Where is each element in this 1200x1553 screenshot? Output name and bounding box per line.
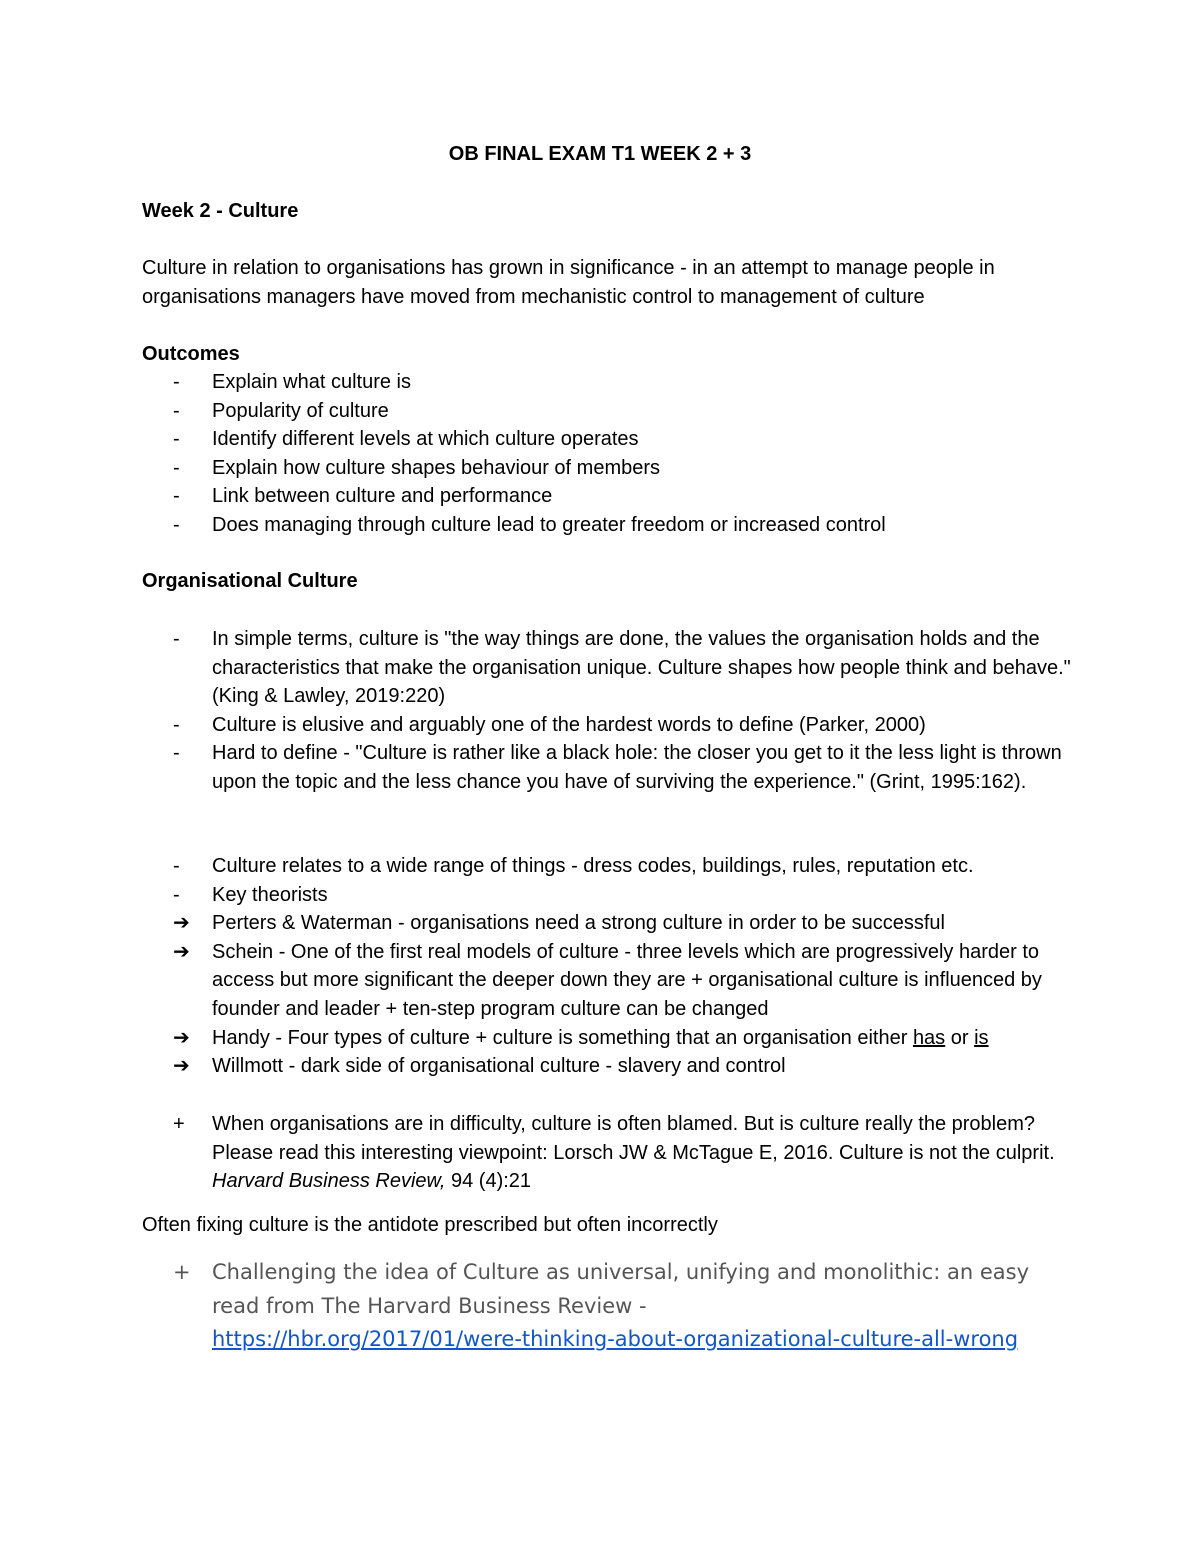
list-item: - Culture relates to a wide range of things - dress codes, buildings, rules, reputation etc. [173,855,974,877]
week-heading: Week 2 - Culture [142,200,299,222]
arrow-icon: ➔ [173,940,190,963]
list-item: - Popularity of culture [173,399,389,422]
theorist-item: ➔ Willmott - dark side of organisational culture - slavery and control [142,1052,1072,1081]
org-culture-list-2 [142,852,1072,1081]
hbr-article-link[interactable]: https://hbr.org/2017/01/were-thinking-about-organizational-culture-all-wrong [212,1327,1019,1351]
theorist-item: ➔ Handy - Four types of culture + culture is something that an organisation either has or is [142,1024,1072,1053]
intro-paragraph: Culture in relation to organisations has grown in significance - in an attempt to manage people in organisations managers have moved from mechanistic control to management of culture [142,257,995,308]
outcomes-list [142,368,1072,540]
plus-icon: + [173,1260,191,1284]
arrow-icon: ➔ [173,1026,190,1049]
outcomes-heading: Outcomes [142,343,240,365]
list-item: - Does managing through culture lead to greater freedom or increased control [173,513,886,536]
org-culture-list [142,625,1072,797]
difficulty-list [142,1110,1072,1196]
arrow-icon: ➔ [173,1055,190,1078]
fixing-paragraph: Often fixing culture is the antidote prescribed but often incorrectly [142,1214,718,1236]
theorist-item: ➔ Schein - One of the first real models of culture - three levels which are progressively harder to access but more significant the deeper down they are + organisational culture is influenced by founder and leader + ten-step program culture can be changed [142,938,1072,1024]
arrow-icon: ➔ [173,912,190,935]
plus-icon: + [173,1113,185,1135]
org-culture-heading: Organisational Culture [142,570,358,592]
challenge-list [142,1256,1072,1357]
list-item: - Hard to define - "Culture is rather like a black hole: the closer you get to it the less light is thrown upon the topic and the less chance you have of surviving the experience." (Grint, 1995:162). [173,742,1062,793]
list-item: - Identify different levels at which culture operates [173,428,639,451]
list-item: - Explain what culture is [173,371,411,393]
list-item: - Link between culture and performance [173,485,553,508]
list-item: - Key theorists [173,883,328,906]
document-title: OB FINAL EXAM T1 WEEK 2 + 3 [448,143,752,165]
list-item: + When organisations are in difficulty, culture is often blamed. But is culture really the problem? Please read this interesting viewpoint: Lorsch JW & McTague E, 2016. Culture is not the culprit. Harvard Business Review, 94 (4):21 [142,1110,1072,1196]
list-item: - Culture is elusive and arguably one of the hardest words to define (Parker, 2000) [173,713,926,736]
list-item: + Challenging the idea of Culture as universal, unifying and monolithic: an easy read from The Harvard Business Review - https://hbr.org/2017/01/were-thinking-about-organizational-culture-all-wrong [142,1256,1072,1357]
theorist-item: ➔ Perters & Waterman - organisations need a strong culture in order to be successful [142,909,1072,938]
list-item: - Explain how culture shapes behaviour of members [173,456,661,479]
list-item: - In simple terms, culture is "the way things are done, the values the organisation holds and the characteristics that make the organisation unique. Culture shapes how people think and behave." (King & Lawley, 2019:220) [173,628,1071,708]
